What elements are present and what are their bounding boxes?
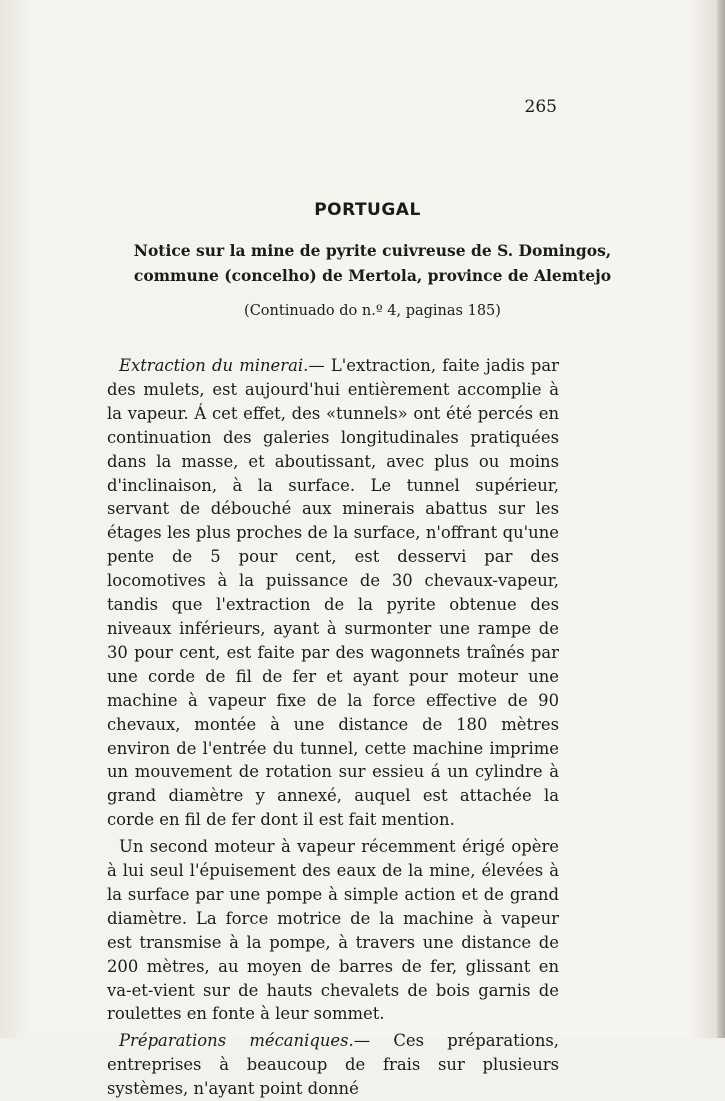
paragraph-lead: Préparations mécaniques. [119,1031,354,1051]
article-body [107,354,559,1101]
paragraph-second-engine [107,835,559,1026]
section-heading: PORTUGAL [314,200,421,220]
article-header [0,200,725,319]
paragraph-text: — L'extraction, faite jadis par des mulets, est aujourd'hui entièrement accomplie à la vapeur. Á cet effet, des «tunnels» ont été percés en continuation des galeries longitudinales pratiquées dans la masse, et aboutissant, avec plus ou moins d'inclinaison, à la surface. Le tunnel supérieur, servant de débouché aux minerais abattus sur les étages les plus proches de la surface, n'offrant qu'une pente de 5 pour cent, est desservi par des locomotives à la puissance de 30 chevaux-vapeur, tandis que l'extraction de la pyrite obtenue des niveaux inférieurs, ayant à surmonter une rampe de 30 pour cent, est faite par des wagonnets traînés par une corde de fil de fer et ayant pour moteur une machine à vapeur fixe de la force effective de 90 chevaux, montée à une distance de 180 mètres environ de l'entrée du tunnel, cette machine imprime un mouvement de rotation sur essieu á un cylindre à grand diamètre y annexé, auquel est attachée la corde en fil de fer dont il est fait mention. [107,356,559,830]
article-title-line-2: commune (concelho) de Mertola, province de Alemtejo [133,266,612,285]
article-title [20,238,725,288]
article-title-line-1: Notice sur la mine de pyrite cuivreuse de S. Domingos, [133,241,612,260]
continuation-note: (Continuado do n.º 4, paginas 185) [244,303,501,319]
paragraph-text: Un second moteur à vapeur récemment érigé opère à lui seul l'épuisement des eaux de la mine, élevées à la surface par une pompe à simple action et de grand diamètre. La force motrice de la machine à vapeur est transmise à la pompe, à travers une distance de 200 mètres, au moyen de barres de fer, glissant en va-et-vient sur de hauts chevalets de bois garnis de roulettes en fonte à leur sommet. [107,837,559,1024]
paragraph-extraction [107,354,559,832]
page-binding-edge [717,0,725,1038]
paragraph-text: — Ces préparations, entreprises à beaucoup de frais sur plusieurs systèmes, n'ayant point donné [107,1031,559,1099]
paragraph-preparations [107,1029,559,1101]
paragraph-lead: Extraction du minerai. [119,356,309,375]
page-number: 265 [524,97,557,117]
